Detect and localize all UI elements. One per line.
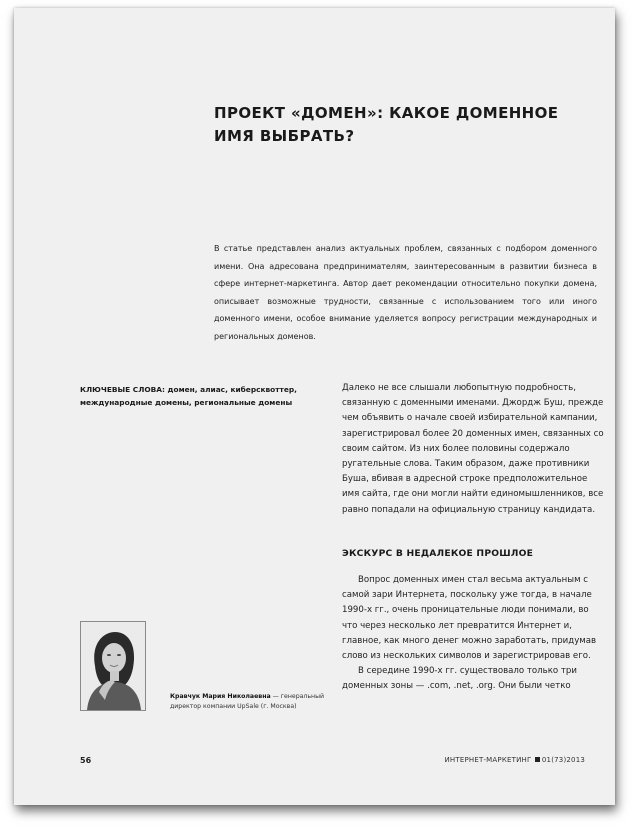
section-heading: ЭКСКУРС В НЕДАЛЕКОЕ ПРОШЛОЕ [342,547,534,559]
keywords-list: домен, алиас, киберсквоттер, международные домены, региональные домены [80,385,297,407]
article-title: ПРОЕКТ «ДОМЕН»: КАКОЕ ДОМЕННОЕ ИМЯ ВЫБРАТЬ? [214,104,559,145]
journal-name: ИНТЕРНЕТ-МАРКЕТИНГ [444,756,532,764]
intro-paragraph: Далеко не все слышали любопытную подробность, связанную с доменными именами. Джордж Буш, прежде чем объявить о начале своей избирательной кампании, зарегистрировал более 20 доменных имен, связанных со своим сайтом. Из них более половины содержало ругательные слова. Таким образом, даже противники Буша, вбивая в адресной строке предположительное имя сайта, где они могли найти единомышленников, все равно попадали на официальную страницу кандидата. [342,383,604,515]
author-name: Кравчук Мария Николаевна [170,693,271,700]
body-column [342,381,604,695]
journal-issue: 01(73)2013 [541,756,585,764]
journal-footer [444,756,585,764]
author-photo [80,621,146,711]
journal-page [14,8,615,805]
keywords-block [80,383,330,409]
section-paragraph-2: В середине 1990-х гг. существовало только три доменных зоны — .com, .net, .org. Они были четко [342,666,577,692]
author-caption [170,692,330,712]
page-number: 56 [80,756,92,765]
keywords-label: КЛЮЧЕВЫЕ СЛОВА: [80,385,165,394]
article-abstract: В статье представлен анализ актуальных проблем, связанных с подбором доменного имени. Она адресована предпринимателям, заинтересованным в развитии бизнеса в сфере интернет-маркетинга. Автор дает рекомендации относительно покупки домена, описывает возможные трудности, связанные с использованием того или иного доменного имени, особое внимание уделяется вопросу регистрации международных и региональных доменов. [214,244,597,341]
square-separator-icon [535,757,540,762]
section-paragraph-1: Вопрос доменных имен стал весьма актуальным с самой зари Интернета, поскольку уже тогда, в начале 1990-х гг., очень проницательные люди понимали, во что через несколько лет превратится Интернет и, главное, как много денег можно заработать, придумав слово из нескольких символов и зарегистрировав его. [342,575,597,662]
author-description: — генеральный директор компании UpSale (г. Москва) [170,693,324,710]
